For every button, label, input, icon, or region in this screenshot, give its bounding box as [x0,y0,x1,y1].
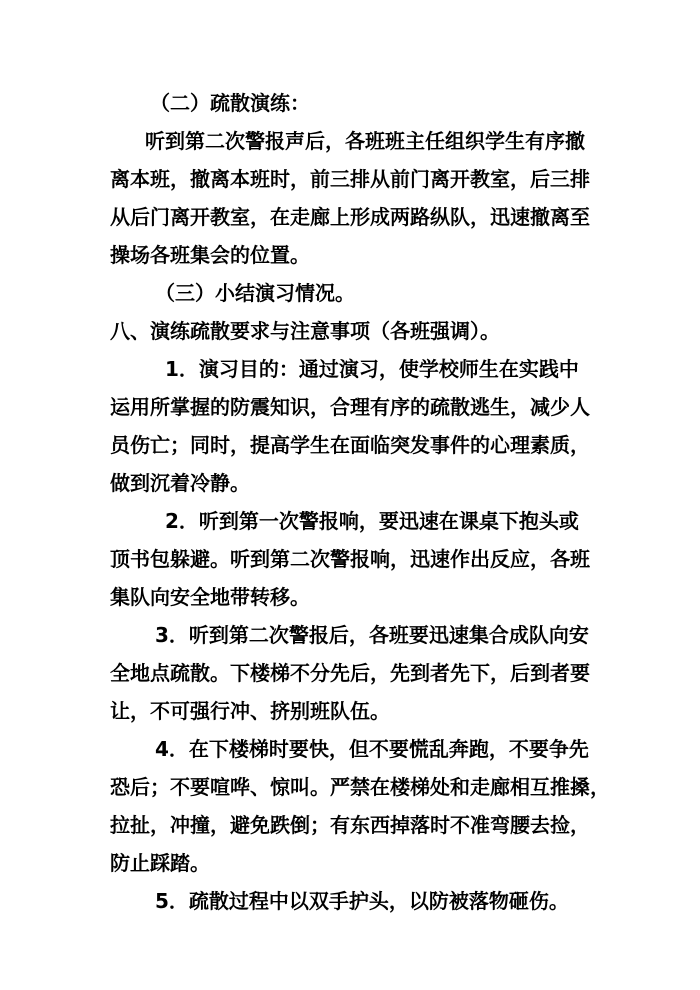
list-item-line: 1．演习目的：通过演习，使学校师生在实践中 [165,357,579,381]
paragraph-line: 听到第二次警报声后，各班班主任组织学生有序撤 [145,129,585,153]
list-item-line: 防止踩踏。 [110,851,210,875]
list-item-line: 5．疏散过程中以双手护头，以防被落物砸伤。 [155,889,569,913]
section-heading-summary: （三）小结演习情况。 [155,281,355,305]
list-item-line: 3．听到第二次警报后，各班要迅速集合成队向安 [155,623,589,647]
list-item-line: 运用所掌握的防震知识，合理有序的疏散逃生，减少人 [110,395,590,419]
list-item-line: 集队向安全地带转移。 [110,585,310,609]
paragraph-line: 从后门离开教室，在走廊上形成两路纵队，迅速撤离至 [110,205,590,229]
list-item-line: 2．听到第一次警报响，要迅速在课桌下抱头或 [165,509,579,533]
list-item-line: 让，不可强行冲、挤别班队伍。 [110,699,390,723]
paragraph-line: 离本班，撤离本班时，前三排从前门离开教室，后三排 [110,167,590,191]
list-item-line: 全地点疏散。下楼梯不分先后，先到者先下，后到者要 [110,661,590,685]
list-item-line: 顶书包躲避。听到第二次警报响，迅速作出反应，各班 [110,547,590,571]
list-item-line: 做到沉着冷静。 [110,471,250,495]
section-heading-evacuation-drill: （二）疏散演练： [150,91,310,115]
list-item-line: 4．在下楼梯时要快，但不要慌乱奔跑，不要争先 [155,737,589,761]
list-item-line: 员伤亡；同时，提高学生在面临突发事件的心理素质， [110,433,590,457]
list-item-line: 恐后；不要喧哗、惊叫。严禁在楼梯处和走廊相互推搡， [110,775,610,799]
paragraph-line: 操场各班集会的位置。 [110,243,310,267]
section-heading-requirements: 八、演练疏散要求与注意事项（各班强调）。 [110,319,500,343]
list-item-line: 拉扯，冲撞，避免跌倒；有东西掉落时不准弯腰去捡， [110,813,590,837]
